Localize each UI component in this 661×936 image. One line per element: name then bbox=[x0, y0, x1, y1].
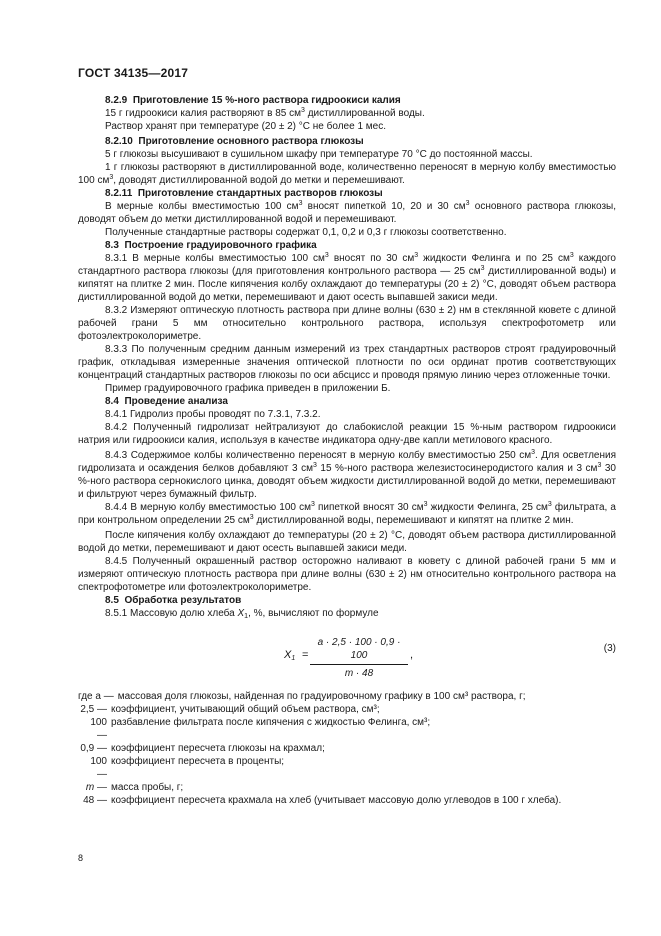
legend-item: 100 — коэффициент пересчета в проценты; bbox=[90, 756, 285, 780]
formula-end: , bbox=[410, 649, 414, 661]
legend-item: 2,5 — коэффициент, учитывающий общий объем раствора, см³; bbox=[80, 704, 380, 715]
formula-equals: = bbox=[302, 649, 309, 661]
section-heading-8-4: 8.4 Проведение анализа bbox=[105, 396, 228, 407]
section-heading-8-5: 8.5 Обработка результатов bbox=[105, 595, 242, 606]
document-body bbox=[78, 94, 616, 807]
paragraph-8-3-1: 8.3.1 В мерные колбы вместимостью 100 $см^3$ вносят по 30 $см^3$ жидкости Фелинга и по 25 $см^3$ каждого стандартного раствора глюкозы (для приготовления контрольного раствора — 25 $см^3$ дистиллированной воды) и кипятят на плитке 2 мин. После кипячения колбу охлаждают до температуры (20 ± 2) °С, доводят объем раствора дистиллированной водой до метки, перемешивают и дают осесть выпавшей закиси меди. bbox=[78, 252, 616, 303]
paragraph-8-3-3: 8.3.3 По полученным средним данным измерений из трех стандартных растворов строят градуировочный график, откладывая измеренные значения оптической плотности по оси ординат против соответствующих концентраций стандартных растворов глюкозы по оси абсцисс и проводя прямую линию через отложенные точки. bbox=[78, 344, 616, 381]
formula-numerator: a · 2,5 · 100 · 0,9 · 100 bbox=[310, 636, 408, 665]
paragraph: После кипячения колбу охлаждают до температуры (20 ± 2) °С, доводят объем раствора дистиллированной водой до метки, перемешивают и дают осесть выпавшей закиси меди. bbox=[78, 530, 616, 554]
legend-item: 48 — коэффициент пересчета крахмала на хлеб (учитывает массовую долю углеводов в 100 г хлеба). bbox=[83, 795, 562, 806]
formula-lhs: $X_1$ bbox=[284, 649, 296, 662]
formula-number: (3) bbox=[603, 643, 616, 654]
paragraph-8-4-2: 8.4.2 Полученный гидролизат нейтрализуют до слабокислой реакции 15 %-ным раствором гидроокиси натрия или гидроокиси калия, используя в качестве индикатора одну-две капли метилового красного. bbox=[78, 422, 616, 446]
formula-3 bbox=[78, 636, 616, 679]
legend-item: m — масса пробы, г; bbox=[85, 782, 184, 793]
legend-item: 100 — разбавление фильтрата после кипячения с жидкостью Фелинга, см³; bbox=[90, 717, 431, 741]
section-heading-8-2-10: 8.2.10 Приготовление основного раствора глюкозы bbox=[105, 136, 364, 147]
paragraph-8-4-1: 8.4.1 Гидролиз пробы проводят по 7.3.1, 7.3.2. bbox=[105, 409, 321, 420]
formula-legend bbox=[78, 690, 616, 807]
page-number: 8 bbox=[78, 853, 84, 863]
paragraph: 1 г глюкозы растворяют в дистиллированной воде, количественно переносят в мерную колбу вместимостью 100 $см^3$, доводят дистиллированной водой до метки и перемешивают. bbox=[78, 162, 616, 186]
formula-fraction bbox=[310, 636, 408, 680]
paragraph: 15 г гидроокиси калия растворяют в 85 $см^3$ дистиллированной воды. bbox=[105, 107, 425, 119]
section-heading-8-2-11: 8.2.11 Приготовление стандартных растворов глюкозы bbox=[105, 188, 383, 199]
legend-item: 0,9 — коэффициент пересчета глюкозы на крахмал; bbox=[80, 743, 325, 754]
paragraph-8-4-3: 8.4.3 Содержимое колбы количественно переносят в мерную колбу вместимостью 250 $см^3$. Для осветления гидролизата и осаждения белков добавляют 3 $см^3$ 15 %-ного раствора железистосинеродистого калия и 3 $см^3$ 30 %-ного раствора сернокислого цинка, доводят объем жидкости дистиллированной водой до метки, перемешивают и фильтруют через бумажный фильтр. bbox=[78, 449, 616, 500]
paragraph-8-5-1: 8.5.1 Массовую долю хлеба $X_1$, %, вычисляют по формуле bbox=[105, 608, 379, 620]
paragraph: Полученные стандартные растворы содержат 0,1, 0,2 и 0,3 г глюкозы соответственно. bbox=[105, 227, 507, 238]
paragraph-8-3-2: 8.3.2 Измеряют оптическую плотность раствора при длине волны (630 ± 2) нм в стеклянной кювете с длиной рабочей грани 5 мм относительно контрольного раствора, используя спектрофотометр или фотоэлектроколориметре. bbox=[78, 305, 616, 342]
paragraph: Раствор хранят при температуре (20 ± 2) °С не более 1 мес. bbox=[105, 121, 386, 132]
paragraph: В мерные колбы вместимостью 100 $см^3$ вносят пипеткой 10, 20 и 30 $см^3$ основного раствора глюкозы, доводят объем до метки дистиллированной водой и перемешивают. bbox=[78, 200, 616, 225]
document-header: ГОСТ 34135—2017 bbox=[78, 66, 189, 80]
paragraph: Пример градуировочного графика приведен в приложении Б. bbox=[105, 383, 391, 394]
legend-item: где a — массовая доля глюкозы, найденная по градуировочному графику в 100 см³ раствора, г; bbox=[78, 691, 526, 702]
paragraph: 5 г глюкозы высушивают в сушильном шкафу при температуре 70 °С до постоянной массы. bbox=[105, 149, 533, 160]
section-heading-8-3: 8.3 Построение градуировочного графика bbox=[105, 240, 317, 251]
formula-denominator: m · 48 bbox=[344, 668, 374, 679]
paragraph-8-4-4: 8.4.4 В мерную колбу вместимостью 100 $см^3$ пипеткой вносят 30 $см^3$ жидкости Фелинга, 25 $см^3$ фильтрата, а при контрольном определении 25 $см^3$ дистиллированной воды, перемешивают и кипятят на плитке 2 мин. bbox=[78, 501, 616, 526]
section-heading-8-2-9: 8.2.9 Приготовление 15 %-ного раствора гидроокиси калия bbox=[105, 95, 401, 106]
paragraph-8-4-5: 8.4.5 Полученный окрашенный раствор осторожно наливают в кювету с длиной рабочей грани 5 мм и измеряют оптическую плотность раствора при длине волны (630 ± 2) нм относительно контрольного раствора на спектрофотометре или фотоэлектроколориметре. bbox=[78, 556, 616, 593]
